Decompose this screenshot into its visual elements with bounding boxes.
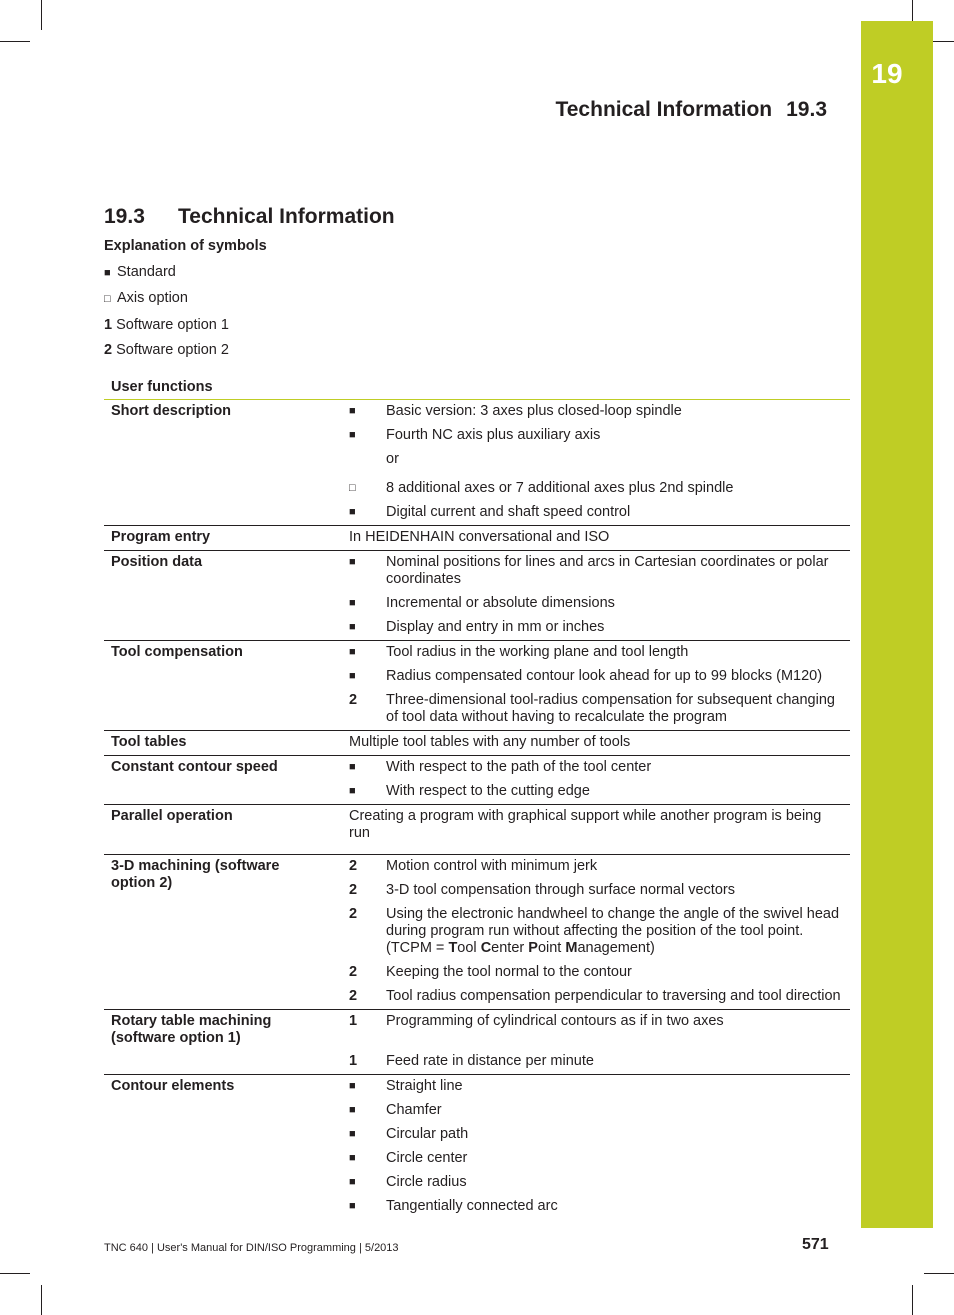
table-row — [104, 400, 850, 526]
table-header: User functions — [104, 374, 850, 400]
item-text: Basic version: 3 axes plus closed-loop spindle — [386, 403, 682, 419]
filled-square-icon: ■ — [349, 621, 356, 633]
list-item — [349, 985, 850, 1009]
row-label: Short description — [104, 400, 332, 526]
list-item — [349, 961, 850, 985]
option-number: 2 — [349, 692, 358, 708]
table-row — [104, 526, 850, 551]
or-text: or — [386, 451, 399, 467]
legend-number: 1 — [104, 317, 113, 333]
item-text: Nominal positions for lines and arcs in Cartesian coordinates or polar coordinates — [386, 554, 829, 587]
item-text: Straight line — [386, 1078, 463, 1094]
item-text: Motion control with minimum jerk — [386, 858, 598, 874]
item-text: Radius compensated contour look ahead for up to 99 blocks (M120) — [386, 668, 823, 684]
item-text: With respect to the cutting edge — [386, 783, 590, 799]
chapter-tab — [861, 21, 933, 1228]
item-text: Feed rate in distance per minute — [386, 1053, 594, 1069]
table-row — [104, 731, 850, 756]
list-item — [349, 1147, 850, 1171]
row-label: 3-D machining (software option 2) — [104, 855, 332, 1010]
list-item — [349, 477, 850, 501]
filled-square-icon: ■ — [349, 1152, 356, 1164]
tcpm-word: anagement) — [577, 940, 655, 956]
tcpm-word: ool — [457, 940, 481, 956]
row-label: Tool tables — [104, 731, 332, 756]
list-item — [349, 641, 850, 665]
row-content — [332, 1010, 850, 1075]
chapter-number: 19 — [871, 58, 903, 89]
running-head — [555, 98, 827, 122]
row-label: Parallel operation — [104, 805, 332, 855]
legend-label: Axis option — [117, 290, 188, 306]
crop-mark — [0, 1273, 30, 1274]
item-text: Incremental or absolute dimensions — [386, 595, 615, 611]
item-text: Programming of cylindrical contours as if in two axes — [386, 1013, 724, 1029]
table-row — [104, 1010, 850, 1075]
list-item — [349, 400, 850, 424]
filled-square-icon: ■ — [349, 429, 356, 441]
table-row — [104, 756, 850, 805]
list-item — [349, 1050, 850, 1074]
row-content — [332, 805, 850, 855]
crop-mark — [924, 1273, 954, 1274]
legend-item-software-option-1 — [104, 317, 229, 333]
list-item — [349, 855, 850, 879]
row-label: Contour elements — [111, 1078, 235, 1094]
crop-mark — [41, 1285, 42, 1315]
running-head-title: Technical Information — [555, 98, 773, 121]
list-item — [349, 501, 850, 525]
list-item — [349, 1010, 850, 1050]
list-item — [349, 1171, 850, 1195]
filled-square-icon: ■ — [349, 506, 356, 518]
legend-number: 2 — [104, 342, 113, 358]
list-item — [349, 592, 850, 616]
crop-mark — [912, 1285, 913, 1315]
tcpm-letter: P — [528, 940, 538, 956]
footer-text: TNC 640 | User's Manual for DIN/ISO Programming | 5/2013 — [104, 1242, 399, 1254]
list-item — [349, 879, 850, 903]
item-text: 3-D tool compensation through surface normal vectors — [386, 882, 735, 898]
tcpm-word: enter — [491, 940, 529, 956]
item-text: Tangentially connected arc — [386, 1198, 558, 1214]
item-text: Tool radius compensation perpendicular to traversing and tool direction — [386, 988, 841, 1004]
item-text-block — [386, 906, 850, 957]
row-label: Rotary table machining (software option 1) — [104, 1010, 332, 1075]
option-number: 2 — [349, 988, 358, 1004]
row-content — [332, 526, 850, 551]
section-title: Technical Information — [178, 205, 395, 228]
filled-square-icon: ■ — [349, 646, 356, 658]
filled-square-icon: ■ — [349, 670, 356, 682]
list-item — [349, 616, 850, 640]
row-content — [332, 855, 850, 1010]
list-item — [349, 903, 850, 961]
list-item — [349, 1123, 850, 1147]
item-text: Circular path — [386, 1126, 469, 1142]
section-heading — [104, 205, 395, 229]
filled-square-icon: ■ — [349, 405, 356, 417]
user-functions-table — [104, 374, 850, 1219]
option-number: 2 — [349, 882, 358, 898]
list-item — [349, 1075, 850, 1099]
tcpm-word: oint — [537, 940, 566, 956]
list-item — [349, 689, 850, 730]
row-label: Constant contour speed — [104, 756, 332, 805]
row-label: Position data — [104, 551, 332, 641]
hollow-square-icon: □ — [104, 293, 111, 305]
row-text: In HEIDENHAIN conversational and ISO — [349, 529, 610, 545]
filled-square-icon: ■ — [349, 1128, 356, 1140]
item-text: Chamfer — [386, 1102, 442, 1118]
legend-title: Explanation of symbols — [104, 238, 267, 254]
table-row — [104, 805, 850, 855]
filled-square-icon: ■ — [349, 1080, 356, 1092]
filled-square-icon: ■ — [349, 1104, 356, 1116]
option-number: 2 — [349, 906, 358, 922]
list-item — [349, 551, 850, 592]
tcpm-prefix: (TCPM = — [386, 940, 449, 956]
legend-item-axis-option — [104, 290, 188, 306]
legend-label: Standard — [117, 264, 176, 280]
list-item — [349, 780, 850, 804]
item-text: Display and entry in mm or inches — [386, 619, 605, 635]
filled-square-icon: ■ — [349, 556, 356, 568]
item-text: Fourth NC axis plus auxiliary axis — [386, 427, 601, 443]
row-content — [332, 641, 850, 731]
item-text: Using the electronic handwheel to change the angle of the swivel head during program run without affecting the position of the tool point. — [386, 906, 840, 939]
row-label: Tool compensation — [104, 641, 332, 731]
table-row — [104, 641, 850, 731]
option-number: 2 — [349, 964, 358, 980]
section-number: 19.3 — [104, 205, 145, 228]
option-number: 2 — [349, 858, 358, 874]
row-content — [332, 731, 850, 756]
row-label: Program entry — [104, 526, 332, 551]
item-text: Keeping the tool normal to the contour — [386, 964, 632, 980]
item-text: Circle radius — [386, 1174, 467, 1190]
legend-label: Software option 2 — [116, 342, 229, 358]
list-item — [349, 756, 850, 780]
list-item — [349, 424, 850, 448]
list-item — [349, 1099, 850, 1123]
crop-mark — [0, 41, 30, 42]
filled-square-icon: ■ — [349, 761, 356, 773]
row-content — [332, 756, 850, 805]
item-text: Digital current and shaft speed control — [386, 504, 631, 520]
crop-mark — [41, 0, 42, 30]
legend-item-standard — [104, 264, 176, 280]
list-item — [349, 1195, 850, 1219]
tcpm-letter: T — [448, 940, 458, 956]
filled-square-icon: ■ — [104, 267, 111, 279]
tcpm-letter: M — [565, 940, 578, 956]
filled-square-icon: ■ — [349, 1176, 356, 1188]
option-number: 1 — [349, 1053, 358, 1069]
tcpm-letter: C — [480, 940, 492, 956]
row-content — [332, 551, 850, 641]
hollow-square-icon: □ — [349, 482, 356, 494]
row-text: Creating a program with graphical support while another program is being run — [349, 808, 822, 841]
item-text: Three-dimensional tool-radius compensation for subsequent changing of tool data without having to recalculate the program — [386, 692, 835, 725]
item-text: With respect to the path of the tool center — [386, 759, 652, 775]
filled-square-icon: ■ — [349, 597, 356, 609]
running-head-section: 19.3 — [786, 98, 827, 121]
legend-label: Software option 1 — [116, 317, 229, 333]
filled-square-icon: ■ — [349, 1200, 356, 1212]
row-content — [332, 1075, 850, 1220]
table-row — [104, 551, 850, 641]
row-text: Multiple tool tables with any number of tools — [349, 734, 631, 750]
table-row — [104, 855, 850, 1010]
item-text: 8 additional axes or 7 additional axes plus 2nd spindle — [386, 480, 734, 496]
legend-item-software-option-2 — [104, 342, 229, 358]
list-item — [349, 665, 850, 689]
filled-square-icon: ■ — [349, 785, 356, 797]
option-number: 1 — [349, 1013, 358, 1029]
item-text: Tool radius in the working plane and tool length — [386, 644, 689, 660]
page-number: 571 — [802, 1236, 829, 1253]
item-text: Circle center — [386, 1150, 468, 1166]
row-content — [332, 400, 850, 526]
table-row — [104, 1075, 850, 1220]
